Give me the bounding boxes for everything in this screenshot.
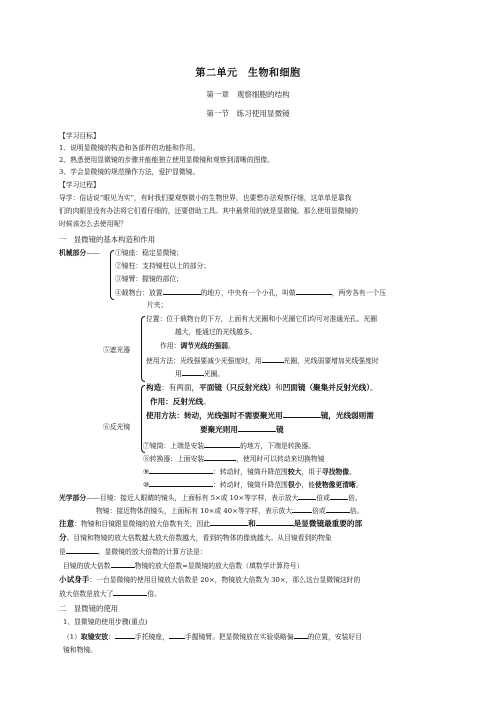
- blank: [298, 492, 316, 500]
- coarse-focus-line: ⑨ ：转动时，镜筒升降范围较大，用于寻找物像。: [143, 468, 356, 476]
- step-1: （1）取镜安放： 手托镜座， 手握镜臂。把显微镜放在实验桌略偏 的位置，安装好目: [63, 633, 363, 641]
- mirror-usage: 使用方法：转动，光线强时不需要聚光用 镜，光线弱则需: [146, 411, 374, 420]
- blank: [113, 588, 147, 596]
- blank: [182, 368, 204, 376]
- blank: [256, 518, 294, 526]
- objective-item: 3、学会显微镜的规范操作方法，爱护显微镜。: [59, 168, 200, 176]
- objective-item: 1、说明显微镜的构造和各部件的功能和作用。: [59, 144, 200, 152]
- note-line-1: 注意：物镜和目镜跟显微镜的放大倍数有关，因此 和 是显微镜最重要的部: [59, 519, 363, 528]
- blank: [262, 355, 284, 363]
- mech-item-arm: ③镜臂：握镜的部位；: [115, 275, 183, 283]
- blank: [149, 466, 213, 474]
- section-title: 第一节 练习使用显微镜: [206, 109, 290, 118]
- part2-heading: 二 显微镜的使用: [59, 604, 119, 613]
- objectives-header: 【学习目标】: [59, 132, 100, 140]
- blank: [163, 287, 201, 295]
- blank: [326, 505, 350, 513]
- mech-item-pillar: ②镜柱：支持镜柱以上的部分；: [115, 262, 211, 270]
- diaphragm-position-cont: 越大，能通过的光线越多。: [175, 328, 257, 336]
- blank: [210, 518, 248, 526]
- chapter-title: 第一章 观察细胞的结构: [206, 90, 290, 99]
- blank: [283, 410, 321, 418]
- blank: [149, 479, 213, 487]
- unit-title: 第二单元 生物和细胞: [195, 68, 301, 79]
- diaphragm-label: ⑤遮光器: [103, 346, 131, 354]
- diaphragm-usage: 使用方法：光线强要减少光强度时，用 光圈，光线弱要增加光线强度时: [146, 357, 379, 365]
- blank: [66, 546, 98, 554]
- diaphragm-usage-cont: 用 光圈。: [175, 370, 225, 378]
- blank: [294, 631, 308, 639]
- tube-line: ⑦镜筒：上端是安装 的地方，下端是转换器。: [143, 442, 315, 450]
- magnification-formula: 目镜的放大倍数 物镜的放大倍数=显微镜的放大倍数（填数学计算符号）: [63, 562, 304, 570]
- part2-subheading: 1、显微镜的使用步骤(重点): [63, 618, 148, 626]
- stage-continued: 片夹；: [147, 301, 168, 309]
- blank: [238, 424, 276, 432]
- fine-focus-line: ⑩ ：转动时，镜筒升降范围很小，能使物像更清晰。: [143, 481, 363, 489]
- process-header: 【学习过程】: [59, 181, 100, 189]
- diaphragm-position: 位置：位于载物台的下方，上面有大光圈和小光圈它们均可对准通光孔。光圈: [146, 315, 378, 323]
- diaphragm-effect: 作用：调节光线的强弱。: [160, 342, 235, 350]
- part1-heading: 一 显微镜的基本构造和作用: [59, 235, 156, 244]
- mechanical-label: 机械部分——: [59, 249, 100, 257]
- mech-item-stage: ④载物台：放置 的地方，中央有一个小孔，叫做 ，两旁各有一个压: [115, 289, 387, 297]
- test-line-2: 放大倍数是放大了 倍。: [59, 590, 161, 598]
- mirror-effect: 作用：反射光线。: [150, 397, 211, 406]
- objective-item: 2、熟悉使用显微镜的步骤并能能独立使用显微镜和观察到清晰的图像。: [59, 156, 275, 164]
- mech-label-text: 机械部分: [59, 249, 87, 257]
- test-line-1: 小试身手：一台显微镜的使用目镜放大倍数是 20×，物镜放大倍数为 30×，那么这台显微镜这时的: [59, 575, 361, 584]
- nosepiece-line: ⑧转换器：上面安装 ，使用时可以转动来切换物镜: [143, 455, 325, 463]
- mech-item-base: ①镜座：稳定显微镜；: [115, 249, 183, 257]
- blank: [296, 287, 332, 295]
- intro-line: 时候该怎么去使用呢？: [59, 220, 127, 228]
- diaphragm-brace: [141, 316, 145, 382]
- blank: [169, 631, 185, 639]
- optical-eyepiece-line: 光学部分——目镜：接近人眼睛的镜头，上面标有 5×或 10×等字样，表示放大 倍或 倍。: [59, 494, 362, 502]
- blank: [330, 492, 348, 500]
- optical-objective-line: 物镜：接近物体的镜头，上面标有 10×或 40×等字样，表示放大 倍或 倍。: [96, 507, 364, 515]
- blank: [111, 560, 135, 568]
- mechanical-brace: [110, 250, 114, 300]
- blank: [292, 505, 312, 513]
- blank: [115, 631, 135, 639]
- blank: [204, 440, 240, 448]
- mirror-usage-cont: 要聚光则用 镜: [200, 425, 284, 434]
- mirror-label: ⑥反光镜: [103, 423, 131, 431]
- blank: [204, 453, 236, 461]
- intro-line: 们的肉眼是没有办法将它们看仔细的，还要借助工具。其中最常用的就是显微镜。那么使用显微镜的: [59, 207, 359, 215]
- mirror-structure: 构造：有两面，平面镜（只反射光线）和凹面镜（聚集并反射光线）。: [146, 383, 378, 392]
- step-1-cont: 镜和物镜。: [63, 646, 97, 654]
- intro-line: 导学：俗话说“眼见为实”，有时我们要观察微小的生物世界，也要想办法观察仔细，这单单是靠我: [59, 194, 352, 202]
- note-line-2: 分。目镜和物镜的放大倍数越大放大倍数越大，看到的物体的像就越大。从目镜看到的物象: [59, 533, 332, 542]
- note-line-3: 是 。显微镜的放大倍数的计算方法是：: [59, 548, 207, 556]
